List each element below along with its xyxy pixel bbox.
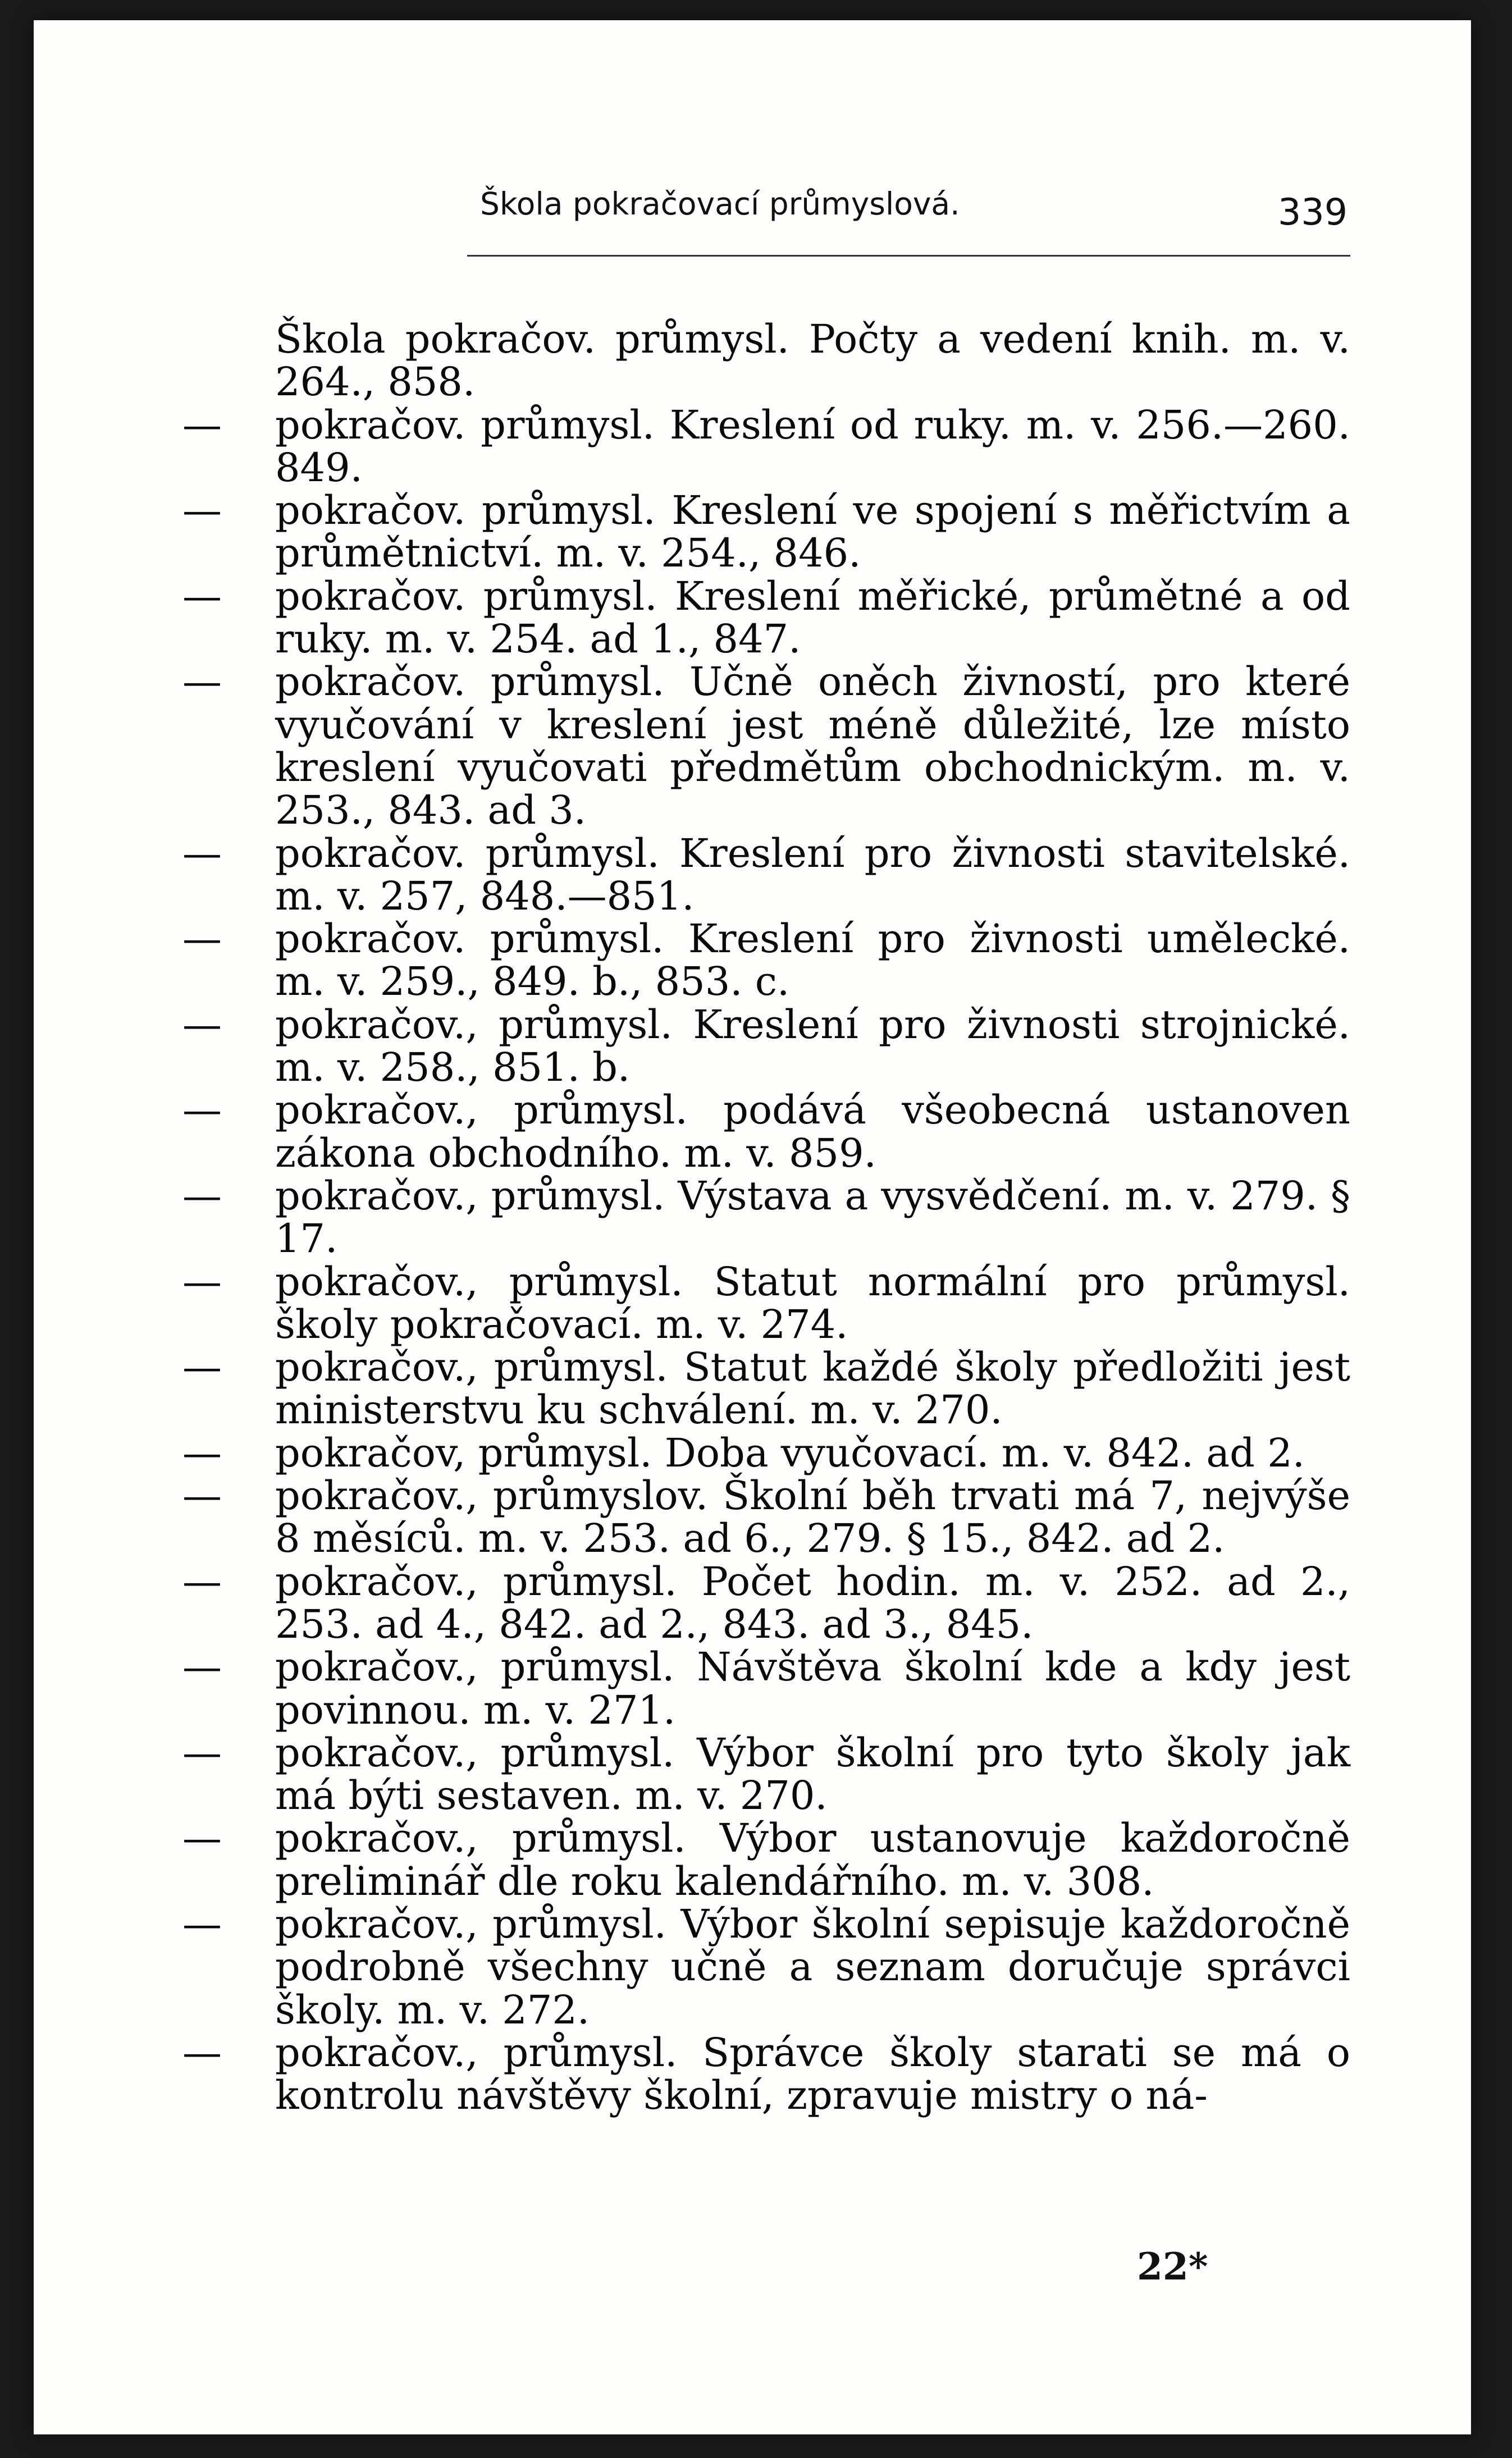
entry-dash: — xyxy=(182,1473,222,1519)
entry-dash: — xyxy=(182,1558,222,1605)
entry-text: pokračov., průmysl. Kreslení pro živnosti strojnické. m. v. 258., 851. b. xyxy=(275,1001,1350,1091)
entry-dash: — xyxy=(182,1429,222,1476)
index-entry xyxy=(182,1429,1350,1476)
index-entry xyxy=(182,1900,1350,2033)
index-entry xyxy=(182,659,1350,834)
entry-dash: — xyxy=(182,1001,222,1048)
index-entry xyxy=(182,917,1350,1003)
entry-text: pokračov., průmysl. Výbor školní pro tyto školy jak má býti sestaven. m. v. 270. xyxy=(275,1729,1350,1819)
header-rule xyxy=(467,255,1350,257)
entry-text: pokračov. průmysl. Kreslení ve spojení s měřictvím a průmětnictví. m. v. 254., 846. xyxy=(275,487,1350,577)
index-entry xyxy=(182,2031,1350,2117)
index-entry xyxy=(182,1646,1350,1731)
entry-text: pokračov., průmysl. Návštěva školní kde a kdy jest povinnou. m. v. 271. xyxy=(275,1644,1350,1733)
index-entry xyxy=(182,489,1350,575)
entry-text: pokračov. průmysl. Učně oněch živností, pro které vyučování v kreslení jest méně důležité, lze místo kreslení vyučovati předmětům obchodnickým. m. v. 253., 843. ad 3. xyxy=(275,659,1350,834)
index-entry xyxy=(182,1731,1350,1817)
signature-mark: 22* xyxy=(1137,2245,1208,2288)
entry-dash: — xyxy=(182,830,222,876)
entry-text: pokračov., průmysl. Statut normální pro průmysl. školy pokračovací. m. v. 274. xyxy=(275,1258,1350,1347)
entry-text: pokračov. průmysl. Kreslení pro živnosti umělecké. m. v. 259., 849. b., 853. c. xyxy=(275,916,1350,1005)
entry-text: pokračov., průmysl. Výbor ustanovuje každoročně preliminář dle roku kalendářního. m. v. 308. xyxy=(275,1815,1350,1904)
entry-dash: — xyxy=(182,1258,222,1305)
index-entry xyxy=(182,1817,1350,1903)
index-entry xyxy=(182,1474,1350,1560)
entry-dash: — xyxy=(182,487,222,534)
entry-dash: — xyxy=(182,1087,222,1134)
index-entry xyxy=(182,1346,1350,1432)
entry-text: pokračov., průmysl. podává všeobecná ustanoven zákona obchodního. m. v. 859. xyxy=(275,1087,1350,1176)
index-entry xyxy=(182,1260,1350,1346)
entry-text: Škola pokračov. průmysl. Počty a vedení knih. m. v. 264., 858. xyxy=(275,316,1350,405)
index-entry xyxy=(182,1172,1350,1262)
index-entry xyxy=(182,318,1350,404)
entry-dash: — xyxy=(182,401,222,448)
entry-dash: — xyxy=(182,1900,222,1947)
index-entry xyxy=(182,1003,1350,1089)
entry-dash: — xyxy=(182,2029,222,2076)
page-number: 339 xyxy=(1278,191,1348,234)
running-head: Škola pokračovací průmyslová. xyxy=(480,186,960,222)
entry-dash: — xyxy=(182,1729,222,1776)
index-entries xyxy=(182,318,1350,2117)
entry-dash: — xyxy=(182,1644,222,1691)
entry-text: pokračov., průmysl. Počet hodin. m. v. 252. ad 2., 253. ad 4., 842. ad 2., 843. ad 3., 845. xyxy=(275,1558,1350,1647)
index-entry xyxy=(182,401,1350,491)
entry-dash: — xyxy=(182,1172,222,1219)
index-entry xyxy=(182,1089,1350,1175)
entry-dash: — xyxy=(182,916,222,962)
index-entry xyxy=(182,832,1350,918)
entry-text: pokračov., průmysl. Statut každé školy předložiti jest ministerstvu ku schválení. m. v. 270. xyxy=(275,1344,1350,1433)
entry-dash: — xyxy=(182,1815,222,1862)
index-entry xyxy=(182,1560,1350,1646)
entry-dash: — xyxy=(182,1344,222,1391)
entry-text: pokračov., průmysl. Výbor školní sepisuje každoročně podrobně všechny učně a seznam doručuje správci školy. m. v. 272. xyxy=(275,1900,1350,2033)
entry-text: pokračov, průmysl. Doba vyučovací. m. v. 842. ad 2. xyxy=(275,1429,1305,1476)
entry-text: pokračov., průmysl. Správce školy starati se má o kontrolu návštěvy školní, zpravuje mistry o ná- xyxy=(275,2029,1350,2119)
book-page xyxy=(34,20,1471,2434)
entry-text: pokračov. průmysl. Kreslení od ruky. m. v. 256.—260. 849. xyxy=(275,401,1350,491)
index-entry xyxy=(182,575,1350,661)
entry-text: pokračov., průmysl. Výstava a vysvědčení. m. v. 279. § 17. xyxy=(275,1172,1350,1262)
entry-text: pokračov. průmysl. Kreslení měřické, průmětné a od ruky. m. v. 254. ad 1., 847. xyxy=(275,573,1350,663)
entry-dash: — xyxy=(182,573,222,619)
entry-text: pokračov. průmysl. Kreslení pro živnosti stavitelské. m. v. 257, 848.—851. xyxy=(275,830,1350,919)
entry-dash: — xyxy=(182,659,222,705)
entry-text: pokračov., průmyslov. Školní běh trvati má 7, nejvýše 8 měsíců. m. v. 253. ad 6., 279. § 15., 842. ad 2. xyxy=(275,1473,1350,1562)
